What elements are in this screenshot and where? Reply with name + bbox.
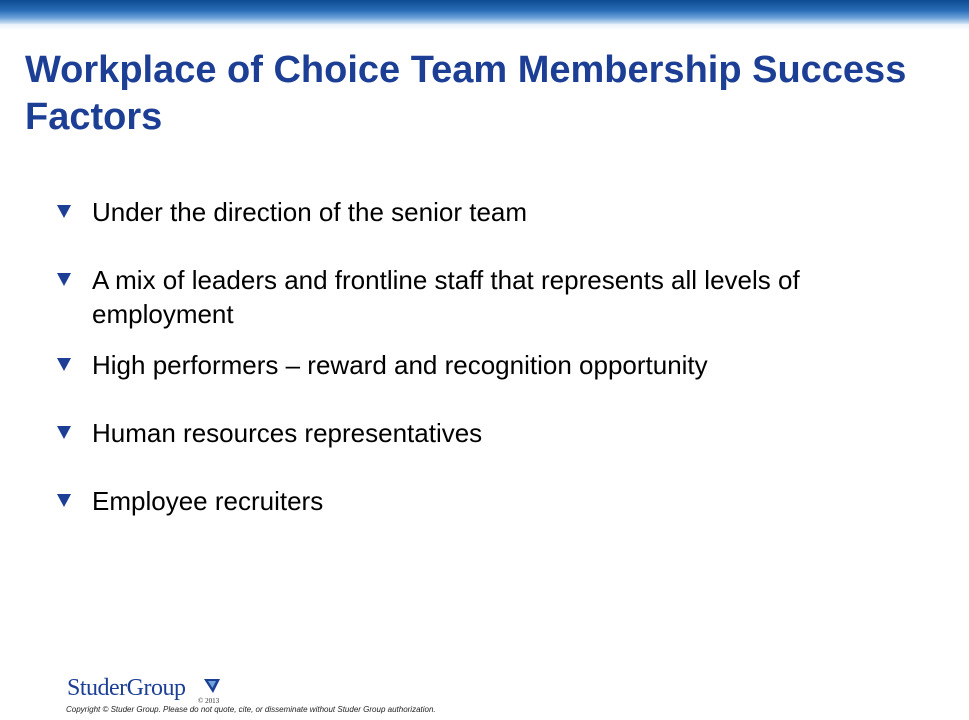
triangle-down-icon bbox=[56, 356, 72, 372]
bullet-text: Under the direction of the senior team bbox=[92, 197, 528, 227]
bullet-text: Employee recruiters bbox=[92, 486, 324, 516]
triangle-down-icon bbox=[56, 424, 72, 440]
studer-group-logo bbox=[67, 674, 227, 706]
bullet-text: High performers – reward and recognition opportunity bbox=[92, 350, 708, 380]
bullet-text: Human resources representatives bbox=[92, 418, 483, 448]
triangle-down-icon bbox=[56, 271, 72, 287]
logo-year: © 2013 bbox=[198, 697, 220, 705]
bullet-text: A mix of leaders and frontline staff that represents all levels of employment bbox=[92, 265, 800, 329]
header-bar-highlight bbox=[0, 24, 969, 30]
triangle-down-icon bbox=[56, 203, 72, 219]
triangle-down-icon bbox=[56, 492, 72, 508]
copyright-notice: Copyright © Studer Group. Please do not quote, cite, or disseminate without Studer Group authorization. bbox=[66, 705, 436, 714]
logo-wordmark: StuderGroup bbox=[67, 675, 186, 701]
slide-title: Workplace of Choice Team Membership Success Factors bbox=[25, 49, 907, 138]
header-bar bbox=[0, 0, 969, 24]
logo-check-icon bbox=[204, 678, 220, 694]
